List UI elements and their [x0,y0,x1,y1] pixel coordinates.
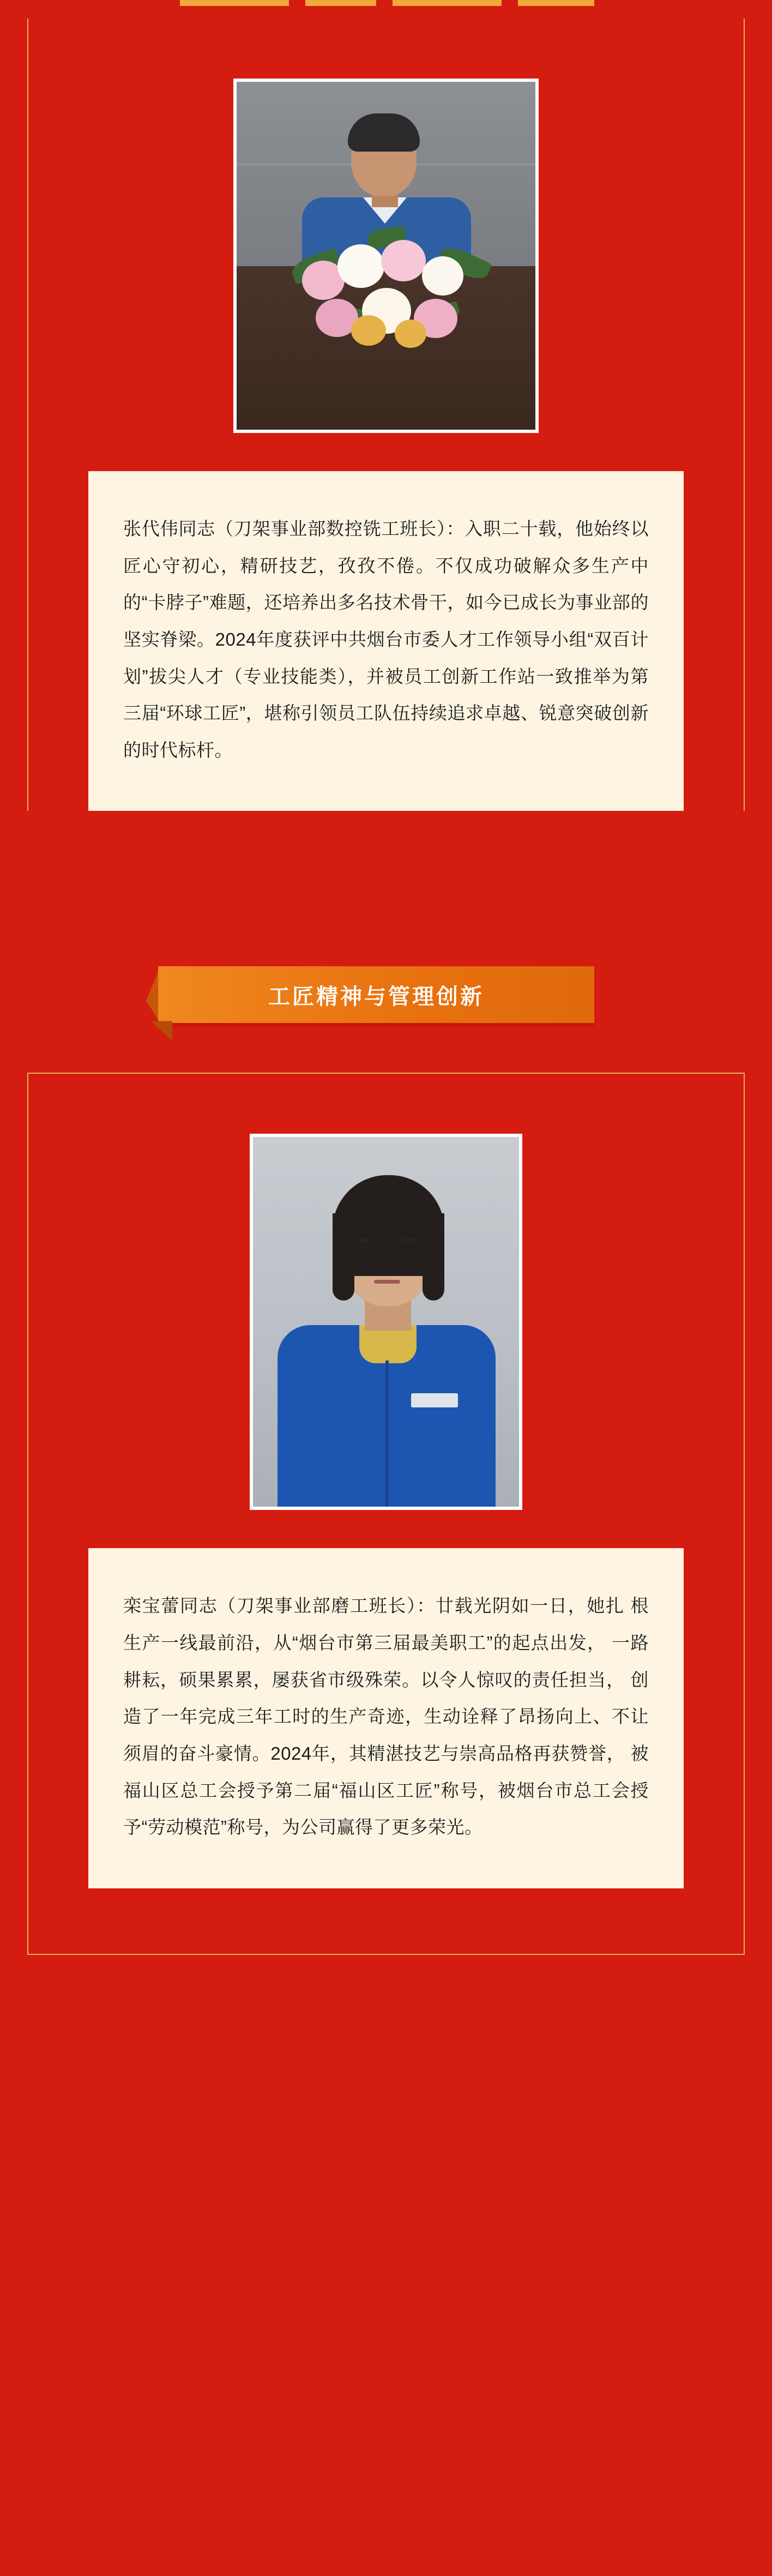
portrait-photo-luan [250,1134,522,1510]
banner-tail [150,1021,172,1040]
photo-person-hair [348,113,420,152]
stripe-2 [305,0,376,6]
section-gap-1 [0,876,772,909]
portrait-photo-zhang [233,79,539,433]
section-zhang-daiwei [27,19,745,811]
photo-person-inner-shirt [359,1325,417,1363]
section-luan-baolei [27,1073,745,1954]
photo-person-mouth [374,1280,400,1284]
photo-person-zipper [385,1361,389,1510]
photo-person-name-badge [411,1393,458,1407]
photo-wrap-2 [28,1074,744,1510]
stripe-3 [393,0,502,6]
bio-text-zhang: 张代伟同志（刀架事业部数控铣工班长）：入职二十载，他始终以匠心守初心，精研技艺，孜孜不倦。不仅成功破解众多生产中的“卡脖子”难题，还培养出多名技术骨干，如今已成长为事业部的坚实脊梁。2024年度获评中共烟台市委人才工作领导小组“双百计划”拔尖人才（专业技能类），并被员工创新工作站一致推举为第三届“环球工匠”，堪称引领员工队伍持续追求卓越、锐意突破创新的时代标杆。 [123,519,649,760]
photo-person-hair-2 [333,1175,444,1276]
top-stripes-decoration [0,0,772,19]
photo-wrap-1 [28,19,744,433]
bio-card-luan [88,1548,684,1888]
bio-card-zhang [88,471,684,811]
photo-person-eye-right [401,1238,415,1243]
bio-text-luan: 栾宝蕾同志（刀架事业部磨工班长）：廿载光阴如一日，她扎 根生产一线最前沿，从“烟台市第三届最美职工”的起点出发， 一路耕耘，硕果累累，屡获省市级殊荣。以令人惊叹的责任担当， 创造了一年完成三年工时的生产奇迹，生动诠释了昂扬向上、不让须眉的奋斗豪情。2024年，其精湛技艺与崇高品格再获赞誉， 被福山区总工会授予第二届“福山区工匠”称号，被烟台市总工会授予“劳动模范”称号，为公司赢得了更多荣光。 [123,1596,649,1838]
stripe-1 [180,0,289,6]
section-banner [158,966,594,1023]
stripe-4 [518,0,594,6]
section-banner-title: 工匠精神与管理创新 [268,984,484,1009]
photo-flower-bouquet [286,222,493,348]
section-banner-area [0,909,772,1073]
photo-person-eye-left [358,1238,372,1243]
